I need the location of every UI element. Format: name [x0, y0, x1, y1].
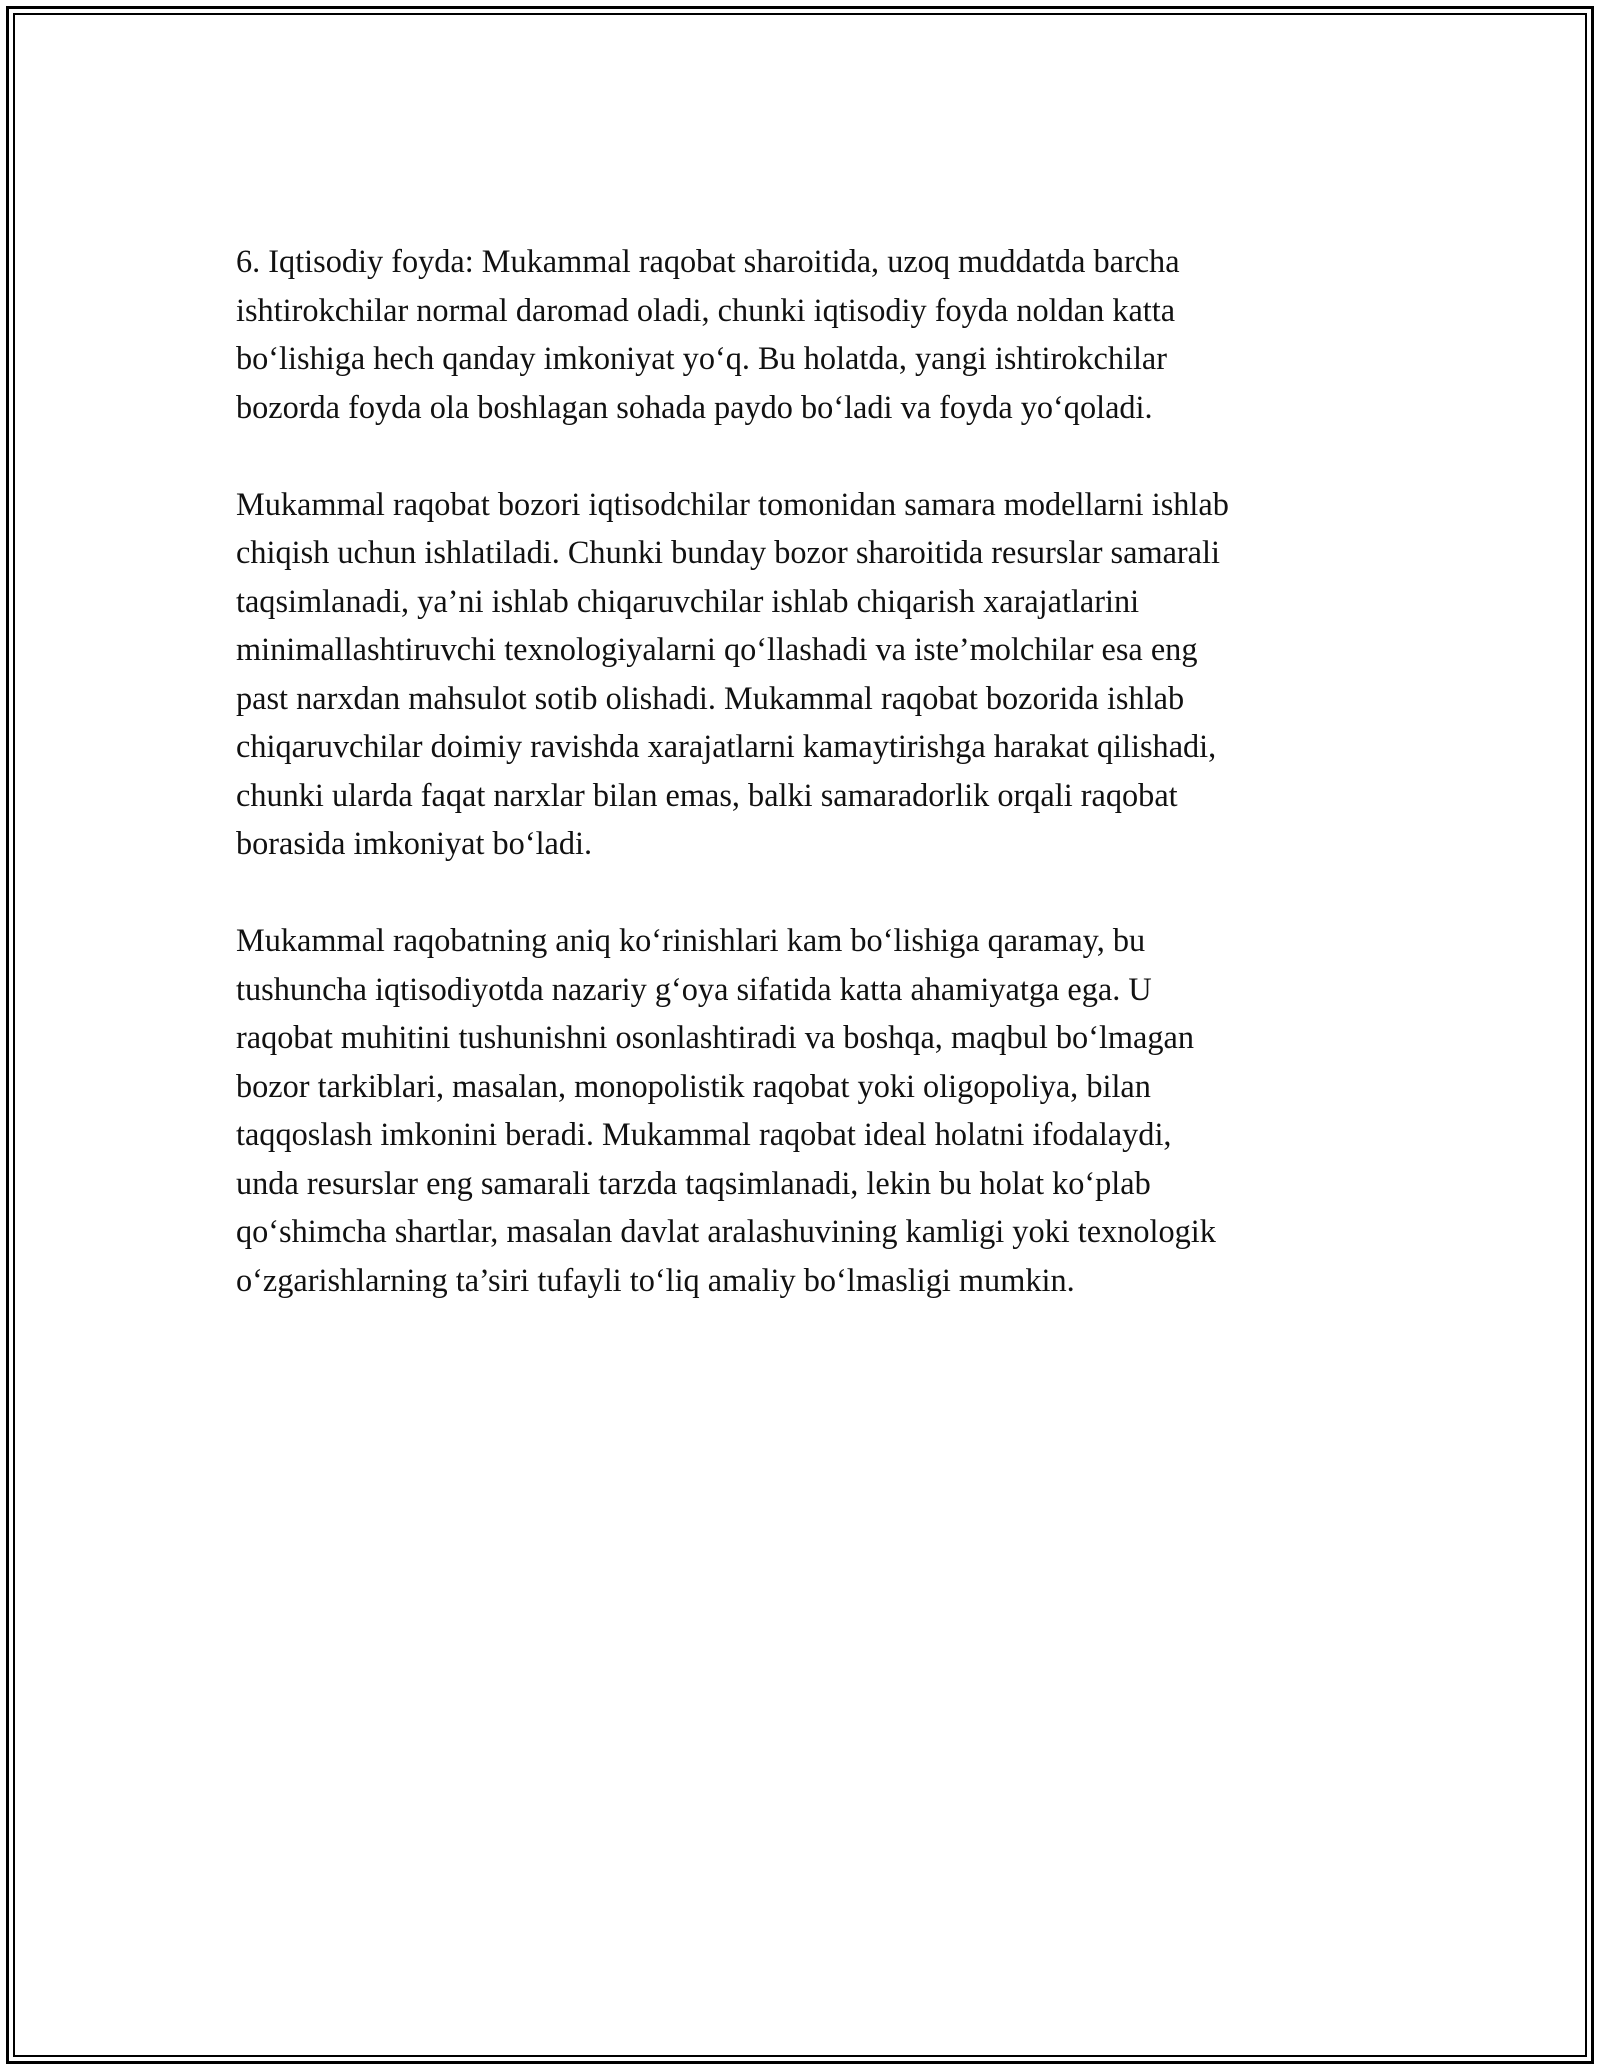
text-line: unda resurslar eng samarali tarzda taqsimlanadi, lekin bu holat ko‘plab	[236, 1164, 1151, 1201]
text-line: o‘zgarishlarning ta’siri tufayli to‘liq amaliy bo‘lmasligi mumkin.	[236, 1261, 1075, 1298]
text-line: borasida imkoniyat bo‘ladi.	[236, 825, 593, 861]
text-line: chunki ularda faqat narxlar bilan emas, balki samaradorlik orqali raqobat	[236, 776, 1178, 813]
text-line: minimallashtiruvchi texnologiyalarni qo‘llashadi va iste’molchilar esa eng	[236, 631, 1198, 667]
text-line: chiqaruvchilar doimiy ravishda xarajatlarni kamaytirishga harakat qilishadi,	[236, 728, 1217, 764]
text-line: bozor tarkiblari, masalan, monopolistik raqobat yoki oligopoliya, bilan	[236, 1067, 1151, 1104]
paragraph-market-model	[236, 480, 1386, 868]
paragraph-economic-profit	[236, 237, 1386, 431]
text-line: Mukammal raqobatning aniq ko‘rinishlari kam bo‘lishiga qaramay, bu	[236, 922, 1146, 958]
text-line: 6. Iqtisodiy foyda: Mukammal raqobat sharoitida, uzoq muddatda barcha	[236, 243, 1180, 279]
text-line: Mukammal raqobat bozori iqtisodchilar tomonidan samara modellarni ishlab	[236, 485, 1229, 522]
paragraph-theoretical-importance	[236, 916, 1386, 1304]
text-line: qo‘shimcha shartlar, masalan davlat aralashuvining kamligi yoki texnologik	[236, 1213, 1216, 1249]
text-line: bozorda foyda ola boshlagan sohada paydo bo‘ladi va foyda yo‘qoladi.	[236, 388, 1153, 425]
text-line: past narxdan mahsulot sotib olishadi. Mukammal raqobat bozorida ishlab	[236, 679, 1185, 716]
text-line: chiqish uchun ishlatiladi. Chunki bunday bozor sharoitida resurslar samarali	[236, 534, 1220, 570]
text-line: bo‘lishiga hech qanday imkoniyat yo‘q. Bu holatda, yangi ishtirokchilar	[236, 340, 1168, 376]
text-line: tushuncha iqtisodiyotda nazariy g‘oya sifatida katta ahamiyatga ega. U	[236, 970, 1152, 1007]
text-line: raqobat muhitini tushunishni osonlashtiradi va boshqa, maqbul bo‘lmagan	[236, 1019, 1195, 1055]
text-line: ishtirokchilar normal daromad oladi, chunki iqtisodiy foyda noldan katta	[236, 291, 1176, 328]
text-line: taqsimlanadi, ya’ni ishlab chiqaruvchilar ishlab chiqarish xarajatlarini	[236, 582, 1140, 619]
text-line: taqqoslash imkonini beradi. Mukammal raqobat ideal holatni ifodalaydi,	[236, 1116, 1172, 1152]
document-body	[236, 237, 1386, 1353]
